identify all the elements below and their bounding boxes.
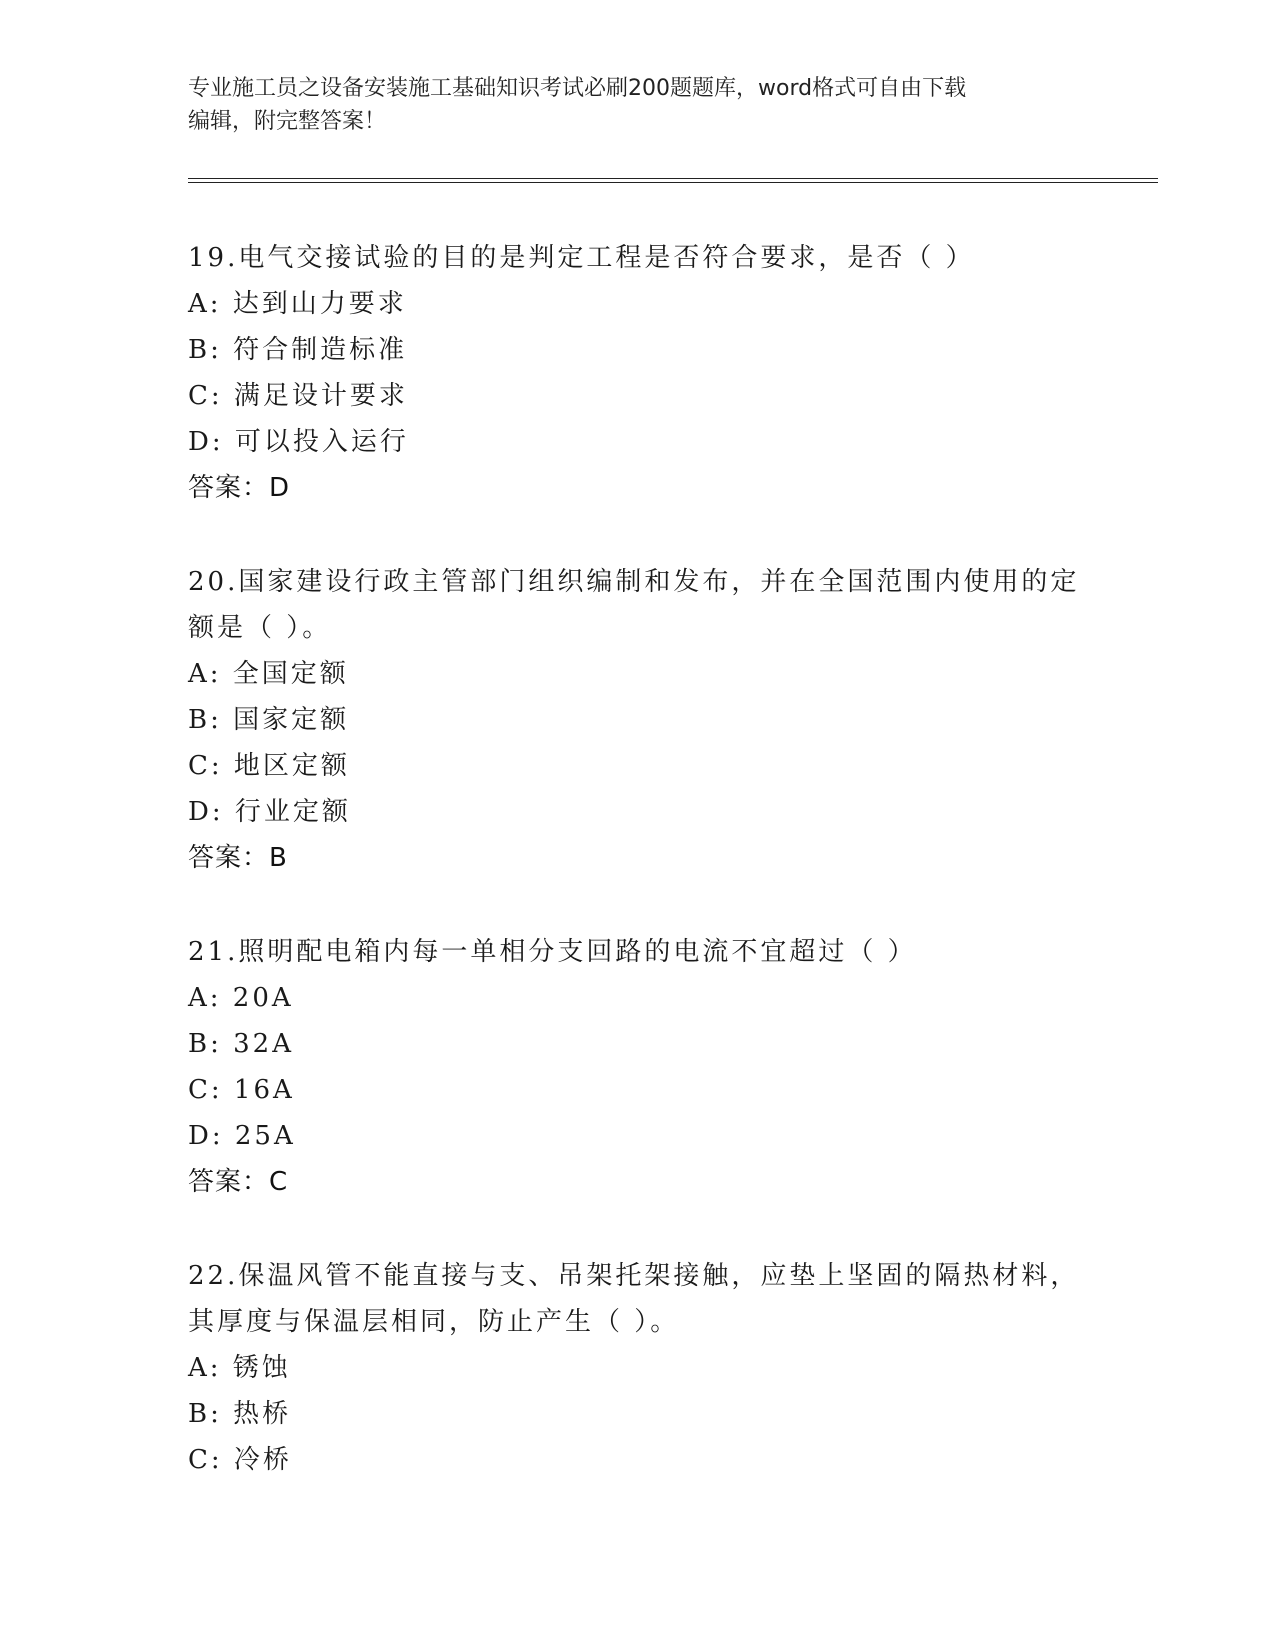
option-a: A: 全国定额: [188, 659, 349, 689]
answer-text: 答案：C: [188, 1167, 289, 1197]
question-text: 20.国家建设行政主管部门组织编制和发布，并在全国范围内使用的定: [188, 567, 1080, 597]
question-19: [188, 235, 1158, 511]
option-b: B: 32A: [188, 1029, 294, 1059]
option-b: B: 热桥: [188, 1399, 292, 1429]
answer-text: 答案：D: [188, 473, 291, 503]
question-22: [188, 1253, 1158, 1483]
answer-text: 答案：B: [188, 843, 288, 873]
question-list: [188, 235, 1158, 1531]
option-a: A: 锈蚀: [188, 1353, 291, 1383]
option-a: A: 达到山力要求: [188, 289, 407, 319]
question-text: 19.电气交接试验的目的是判定工程是否符合要求，是否（ ）: [188, 243, 975, 273]
option-c: C: 地区定额: [188, 751, 350, 781]
option-d: D: 25A: [188, 1121, 296, 1151]
question-text: 22.保温风管不能直接与支、吊架托架接触，应垫上坚固的隔热材料，: [188, 1261, 1080, 1291]
question-21: [188, 929, 1158, 1205]
option-b: B: 符合制造标准: [188, 335, 408, 365]
option-c: C: 16A: [188, 1075, 295, 1105]
option-d: D: 行业定额: [188, 797, 351, 827]
option-a: A: 20A: [188, 983, 294, 1013]
option-c: C: 冷桥: [188, 1445, 292, 1475]
question-20: [188, 559, 1158, 881]
header-divider: [188, 178, 1158, 183]
question-text: 21.照明配电箱内每一单相分支回路的电流不宜超过（ ）: [188, 937, 917, 967]
option-c: C: 满足设计要求: [188, 381, 408, 411]
document-header: [188, 72, 1088, 138]
question-text-continued: 额是（ ）。: [188, 613, 332, 643]
option-b: B: 国家定额: [188, 705, 350, 735]
header-line-1: 专业施工员之设备安装施工基础知识考试必刷200题题库，word格式可自由下载: [188, 76, 967, 101]
option-d: D: 可以投入运行: [188, 427, 409, 457]
header-line-2: 编辑，附完整答案！: [188, 109, 387, 134]
question-text-continued: 其厚度与保温层相同，防止产生（ ）。: [188, 1307, 680, 1337]
